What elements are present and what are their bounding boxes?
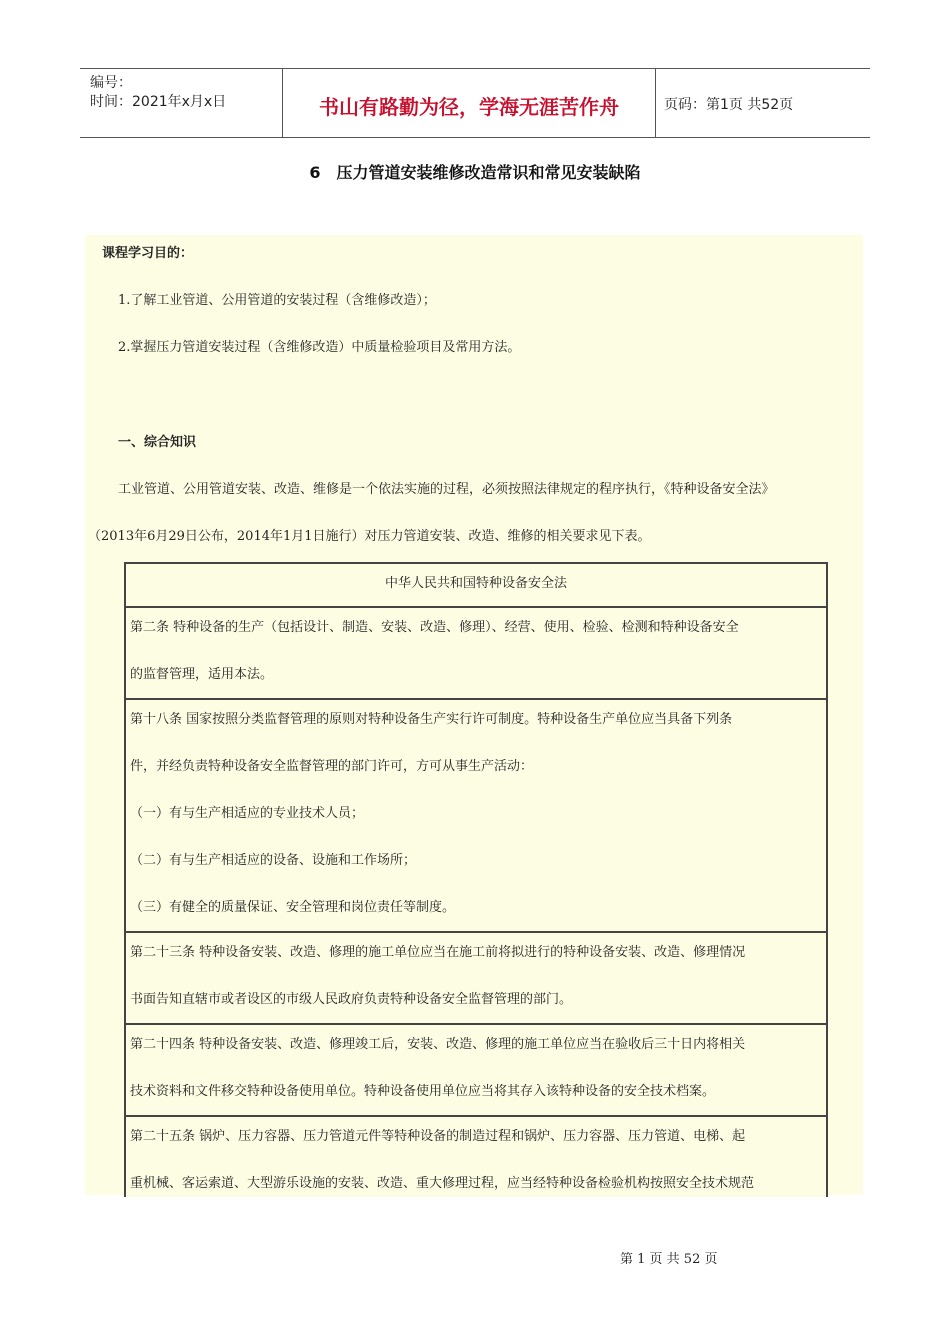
table-divider	[126, 1023, 826, 1025]
header-motto: 书山有路勤为径，学海无涯苦作舟	[319, 95, 619, 119]
law-article-line: （二）有与生产相适应的设备、设施和工作场所；	[130, 853, 417, 868]
page-footer: 第 1 页 共 52 页	[620, 1252, 718, 1267]
law-article-line: （三）有健全的质量保证、安全管理和岗位责任等制度。	[130, 900, 456, 915]
objectives-heading: 课程学习目的：	[102, 246, 194, 261]
law-article-line: 第二条 特种设备的生产（包括设计、制造、安装、改造、修理）、经营、使用、检验、检测和特种设备安全	[130, 620, 739, 635]
law-article-line: 书面告知直辖市或者设区的市级人民政府负责特种设备安全监督管理的部门。	[130, 992, 573, 1007]
section-heading: 一、综合知识	[118, 435, 197, 450]
law-article-line: 重机械、客运索道、大型游乐设施的安装、改造、重大修理过程，应当经特种设备检验机构按照安全技术规范	[130, 1176, 755, 1191]
law-article-line: （一）有与生产相适应的专业技术人员；	[130, 806, 365, 821]
document-header	[80, 68, 870, 138]
objective-item: 2.掌握压力管道安装过程（含维修改造）中质量检验项目及常用方法。	[118, 340, 521, 355]
law-article-line: 第二十三条 特种设备安装、改造、修理的施工单位应当在施工前将拟进行的特种设备安装、改造、修理情况	[130, 945, 746, 960]
law-article-line: 的监督管理，适用本法。	[130, 667, 274, 682]
paragraph-line: 工业管道、公用管道安装、改造、维修是一个依法实施的过程，必须按照法律规定的程序执行，《特种设备安全法》	[118, 482, 775, 497]
header-motto-cell	[282, 69, 656, 137]
header-meta	[80, 69, 282, 137]
law-article-line: 第二十四条 特种设备安装、改造、修理竣工后，安装、改造、修理的施工单位应当在验收后三十日内将相关	[130, 1037, 746, 1052]
law-article-line: 技术资料和文件移交特种设备使用单位。特种设备使用单位应当将其存入该特种设备的安全技术档案。	[130, 1084, 716, 1099]
table-divider	[126, 931, 826, 933]
table-divider	[126, 1115, 826, 1117]
objective-item: 1.了解工业管道、公用管道的安装过程（含维修改造）；	[118, 293, 436, 308]
law-table	[124, 562, 828, 1197]
header-page-cell	[654, 69, 870, 137]
law-table-caption: 中华人民共和国特种设备安全法	[384, 576, 567, 591]
law-article-line: 第十八条 国家按照分类监督管理的原则对特种设备生产实行许可制度。特种设备生产单位应当具备下列条	[130, 712, 733, 727]
law-article-line: 件，并经负责特种设备安全监督管理的部门许可，方可从事生产活动：	[130, 759, 534, 774]
law-article-line: 第二十五条 锅炉、压力容器、压力管道元件等特种设备的制造过程和锅炉、压力容器、压力管道、电梯、起	[130, 1129, 746, 1144]
document-time-label: 时间：2021年x月x日	[90, 94, 227, 110]
chapter-title: 6 压力管道安装维修改造常识和常见安装缺陷	[309, 163, 641, 182]
table-divider	[126, 606, 826, 608]
paragraph-line: （2013年6月29日公布，2014年1月1日施行）对压力管道安装、改造、维修的相关要求见下表。	[88, 529, 651, 544]
table-divider	[126, 698, 826, 700]
document-number-label: 编号：	[90, 75, 132, 91]
header-page-number: 页码：第1页 共52页	[664, 97, 794, 113]
